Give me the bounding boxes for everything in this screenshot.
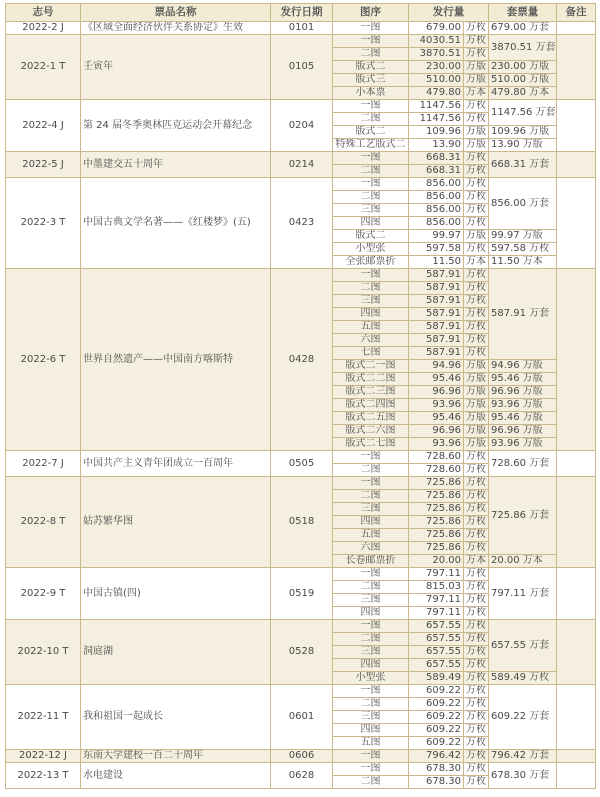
design-label: 六图	[333, 334, 409, 347]
issue-name: 壬寅年	[81, 35, 271, 100]
quantity-unit: 万版	[464, 412, 489, 425]
table-row	[6, 178, 596, 191]
table-row	[6, 685, 596, 698]
set-quantity: 609.22 万套	[489, 685, 557, 750]
set-quantity: 99.97 万版	[489, 230, 557, 243]
issue-code: 2022-10 T	[6, 620, 81, 685]
issue-quantity: 725.86	[409, 490, 464, 503]
table-row	[6, 750, 596, 763]
design-label: 二图	[333, 48, 409, 61]
design-label: 四图	[333, 516, 409, 529]
quantity-unit: 万枚	[464, 672, 489, 685]
issue-date: 0601	[271, 685, 333, 750]
issue-quantity: 587.91	[409, 347, 464, 360]
design-label: 二图	[333, 191, 409, 204]
issue-quantity: 797.11	[409, 594, 464, 607]
quantity-unit: 万版	[464, 230, 489, 243]
issue-date: 0606	[271, 750, 333, 763]
set-quantity: 95.46 万版	[489, 373, 557, 386]
quantity-unit: 万枚	[464, 516, 489, 529]
note-cell	[557, 35, 596, 100]
design-label: 版式三	[333, 74, 409, 87]
issue-name: 中国共产主义青年团成立一百周年	[81, 451, 271, 477]
quantity-unit: 万版	[464, 139, 489, 152]
issue-quantity: 587.91	[409, 295, 464, 308]
quantity-unit: 万枚	[464, 334, 489, 347]
issue-date: 0214	[271, 152, 333, 178]
issue-quantity: 96.96	[409, 386, 464, 399]
issue-quantity: 587.91	[409, 282, 464, 295]
quantity-unit: 万版	[464, 61, 489, 74]
quantity-unit: 万枚	[464, 685, 489, 698]
set-quantity: 510.00 万版	[489, 74, 557, 87]
set-quantity: 796.42 万套	[489, 750, 557, 763]
quantity-unit: 万枚	[464, 464, 489, 477]
quantity-unit: 万枚	[464, 750, 489, 763]
design-label: 一图	[333, 763, 409, 776]
issue-date: 0628	[271, 763, 333, 789]
issue-name: 东南大学建校一百二十周年	[81, 750, 271, 763]
design-label: 全张邮票折	[333, 256, 409, 269]
set-quantity: 93.96 万版	[489, 438, 557, 451]
note-cell	[557, 750, 596, 763]
issue-quantity: 725.86	[409, 529, 464, 542]
set-quantity: 13.90 万版	[489, 139, 557, 152]
issue-quantity: 657.55	[409, 620, 464, 633]
table-row	[6, 35, 596, 48]
design-label: 版式二四图	[333, 399, 409, 412]
issue-quantity: 856.00	[409, 217, 464, 230]
design-label: 二图	[333, 581, 409, 594]
issue-quantity: 1147.56	[409, 113, 464, 126]
table-row	[6, 22, 596, 35]
design-label: 版式二	[333, 61, 409, 74]
issue-quantity: 728.60	[409, 451, 464, 464]
set-quantity: 657.55 万套	[489, 620, 557, 672]
issue-date: 0519	[271, 568, 333, 620]
design-label: 二图	[333, 113, 409, 126]
set-quantity: 479.80 万本	[489, 87, 557, 100]
header-design: 图序	[333, 4, 409, 22]
issue-quantity: 4030.51	[409, 35, 464, 48]
design-label: 版式二五图	[333, 412, 409, 425]
design-label: 小本票	[333, 87, 409, 100]
quantity-unit: 万枚	[464, 633, 489, 646]
issue-quantity: 856.00	[409, 178, 464, 191]
issue-name: 我和祖国一起成长	[81, 685, 271, 750]
quantity-unit: 万枚	[464, 451, 489, 464]
issue-name: 《区域全面经济伙伴关系协定》生效	[81, 22, 271, 35]
issue-quantity: 657.55	[409, 659, 464, 672]
quantity-unit: 万枚	[464, 282, 489, 295]
table-row	[6, 477, 596, 490]
set-quantity: 94.96 万版	[489, 360, 557, 373]
table-row	[6, 763, 596, 776]
issue-quantity: 725.86	[409, 477, 464, 490]
set-quantity: 668.31 万套	[489, 152, 557, 178]
quantity-unit: 万枚	[464, 217, 489, 230]
design-label: 一图	[333, 22, 409, 35]
quantity-unit: 万本	[464, 87, 489, 100]
issue-code: 2022-12 J	[6, 750, 81, 763]
table-body	[6, 22, 596, 789]
quantity-unit: 万枚	[464, 22, 489, 35]
issue-date: 0101	[271, 22, 333, 35]
design-label: 版式二	[333, 126, 409, 139]
quantity-unit: 万枚	[464, 295, 489, 308]
issue-quantity: 96.96	[409, 425, 464, 438]
issue-quantity: 93.96	[409, 399, 464, 412]
set-quantity: 3870.51 万套	[489, 35, 557, 61]
quantity-unit: 万版	[464, 425, 489, 438]
set-quantity: 11.50 万本	[489, 256, 557, 269]
quantity-unit: 万枚	[464, 100, 489, 113]
issue-date: 0528	[271, 620, 333, 685]
note-cell	[557, 100, 596, 152]
issue-quantity: 796.42	[409, 750, 464, 763]
issue-quantity: 95.46	[409, 373, 464, 386]
note-cell	[557, 620, 596, 685]
issue-quantity: 230.00	[409, 61, 464, 74]
quantity-unit: 万枚	[464, 269, 489, 282]
quantity-unit: 万枚	[464, 542, 489, 555]
design-label: 三图	[333, 503, 409, 516]
header-name: 票品名称	[81, 4, 271, 22]
header-note: 备注	[557, 4, 596, 22]
issue-quantity: 587.91	[409, 269, 464, 282]
issue-date: 0505	[271, 451, 333, 477]
quantity-unit: 万本	[464, 256, 489, 269]
issue-code: 2022-6 T	[6, 269, 81, 451]
issue-quantity: 725.86	[409, 542, 464, 555]
issue-code: 2022-13 T	[6, 763, 81, 789]
design-label: 版式二三图	[333, 386, 409, 399]
header-set-qty: 套票量	[489, 4, 557, 22]
issue-quantity: 109.96	[409, 126, 464, 139]
design-label: 一图	[333, 451, 409, 464]
design-label: 版式二七图	[333, 438, 409, 451]
issue-quantity: 589.49	[409, 672, 464, 685]
design-label: 四图	[333, 308, 409, 321]
table-row	[6, 100, 596, 113]
quantity-unit: 万枚	[464, 152, 489, 165]
quantity-unit: 万枚	[464, 204, 489, 217]
set-quantity: 797.11 万套	[489, 568, 557, 620]
issue-quantity: 815.03	[409, 581, 464, 594]
note-cell	[557, 152, 596, 178]
quantity-unit: 万枚	[464, 607, 489, 620]
design-label: 一图	[333, 269, 409, 282]
table-row	[6, 451, 596, 464]
design-label: 二图	[333, 698, 409, 711]
design-label: 二图	[333, 165, 409, 178]
quantity-unit: 万版	[464, 373, 489, 386]
quantity-unit: 万枚	[464, 724, 489, 737]
issue-quantity: 725.86	[409, 516, 464, 529]
issue-code: 2022-1 T	[6, 35, 81, 100]
issue-quantity: 797.11	[409, 568, 464, 581]
design-label: 五图	[333, 529, 409, 542]
set-quantity: 678.30 万套	[489, 763, 557, 789]
quantity-unit: 万枚	[464, 490, 489, 503]
set-quantity: 728.60 万套	[489, 451, 557, 477]
issue-name: 中墨建交五十周年	[81, 152, 271, 178]
table-row	[6, 152, 596, 165]
note-cell	[557, 685, 596, 750]
quantity-unit: 万枚	[464, 594, 489, 607]
quantity-unit: 万枚	[464, 568, 489, 581]
issue-quantity: 609.22	[409, 711, 464, 724]
quantity-unit: 万枚	[464, 581, 489, 594]
design-label: 三图	[333, 646, 409, 659]
note-cell	[557, 568, 596, 620]
set-quantity: 589.49 万枚	[489, 672, 557, 685]
issue-quantity: 11.50	[409, 256, 464, 269]
set-quantity: 587.91 万套	[489, 269, 557, 360]
note-cell	[557, 451, 596, 477]
design-label: 二图	[333, 464, 409, 477]
quantity-unit: 万枚	[464, 776, 489, 789]
issue-code: 2022-8 T	[6, 477, 81, 568]
issue-date: 0204	[271, 100, 333, 152]
design-label: 三图	[333, 204, 409, 217]
set-quantity: 725.86 万套	[489, 477, 557, 555]
issue-quantity: 609.22	[409, 724, 464, 737]
quantity-unit: 万枚	[464, 48, 489, 61]
issue-quantity: 668.31	[409, 165, 464, 178]
set-quantity: 96.96 万版	[489, 425, 557, 438]
issue-quantity: 679.00	[409, 22, 464, 35]
issue-quantity: 728.60	[409, 464, 464, 477]
note-cell	[557, 269, 596, 451]
issue-quantity: 1147.56	[409, 100, 464, 113]
set-quantity: 93.96 万版	[489, 399, 557, 412]
design-label: 三图	[333, 711, 409, 724]
quantity-unit: 万枚	[464, 646, 489, 659]
note-cell	[557, 178, 596, 269]
issue-quantity: 657.55	[409, 633, 464, 646]
quantity-unit: 万枚	[464, 321, 489, 334]
design-label: 一图	[333, 568, 409, 581]
issue-quantity: 609.22	[409, 685, 464, 698]
design-label: 小型张	[333, 243, 409, 256]
quantity-unit: 万枚	[464, 347, 489, 360]
set-quantity: 679.00 万套	[489, 22, 557, 35]
quantity-unit: 万枚	[464, 477, 489, 490]
set-quantity: 96.96 万版	[489, 386, 557, 399]
issue-code: 2022-9 T	[6, 568, 81, 620]
quantity-unit: 万枚	[464, 191, 489, 204]
quantity-unit: 万枚	[464, 763, 489, 776]
issue-code: 2022-2 J	[6, 22, 81, 35]
quantity-unit: 万枚	[464, 711, 489, 724]
issue-quantity: 99.97	[409, 230, 464, 243]
quantity-unit: 万枚	[464, 308, 489, 321]
quantity-unit: 万版	[464, 399, 489, 412]
issue-date: 0105	[271, 35, 333, 100]
design-label: 五图	[333, 321, 409, 334]
issue-name: 第 24 届冬季奥林匹克运动会开幕纪念	[81, 100, 271, 152]
issue-quantity: 597.58	[409, 243, 464, 256]
issue-code: 2022-11 T	[6, 685, 81, 750]
quantity-unit: 万枚	[464, 243, 489, 256]
design-label: 一图	[333, 620, 409, 633]
design-label: 二图	[333, 776, 409, 789]
set-quantity: 109.96 万版	[489, 126, 557, 139]
issue-quantity: 20.00	[409, 555, 464, 568]
design-label: 一图	[333, 477, 409, 490]
issue-quantity: 657.55	[409, 646, 464, 659]
issue-quantity: 94.96	[409, 360, 464, 373]
design-label: 四图	[333, 607, 409, 620]
issue-name: 世界自然遗产——中国南方喀斯特	[81, 269, 271, 451]
set-quantity: 597.58 万枚	[489, 243, 557, 256]
quantity-unit: 万本	[464, 555, 489, 568]
note-cell	[557, 477, 596, 568]
design-label: 版式二一图	[333, 360, 409, 373]
issue-date: 0423	[271, 178, 333, 269]
table-row	[6, 269, 596, 282]
header-row	[6, 4, 596, 22]
issue-code: 2022-7 J	[6, 451, 81, 477]
issue-code: 2022-4 J	[6, 100, 81, 152]
issue-name: 中国古镇(四)	[81, 568, 271, 620]
issue-name: 中国古典文学名著——《红楼梦》(五)	[81, 178, 271, 269]
quantity-unit: 万枚	[464, 35, 489, 48]
issue-quantity: 95.46	[409, 412, 464, 425]
issue-quantity: 93.96	[409, 438, 464, 451]
issue-date: 0518	[271, 477, 333, 568]
design-label: 一图	[333, 685, 409, 698]
issue-quantity: 678.30	[409, 776, 464, 789]
quantity-unit: 万枚	[464, 178, 489, 191]
issue-name: 姑苏繁华图	[81, 477, 271, 568]
design-label: 七图	[333, 347, 409, 360]
quantity-unit: 万枚	[464, 529, 489, 542]
design-label: 长卷邮票折	[333, 555, 409, 568]
quantity-unit: 万枚	[464, 698, 489, 711]
issue-quantity: 587.91	[409, 334, 464, 347]
issue-quantity: 587.91	[409, 308, 464, 321]
design-label: 二图	[333, 490, 409, 503]
issue-quantity: 856.00	[409, 204, 464, 217]
issue-name: 洞庭湖	[81, 620, 271, 685]
design-label: 一图	[333, 750, 409, 763]
design-label: 一图	[333, 178, 409, 191]
issue-quantity: 3870.51	[409, 48, 464, 61]
issue-quantity: 479.80	[409, 87, 464, 100]
quantity-unit: 万枚	[464, 165, 489, 178]
note-cell	[557, 763, 596, 789]
issue-quantity: 587.91	[409, 321, 464, 334]
design-label: 五图	[333, 737, 409, 750]
issue-quantity: 609.22	[409, 737, 464, 750]
quantity-unit: 万版	[464, 386, 489, 399]
set-quantity: 95.46 万版	[489, 412, 557, 425]
design-label: 二图	[333, 633, 409, 646]
issue-quantity: 725.86	[409, 503, 464, 516]
design-label: 四图	[333, 217, 409, 230]
issue-quantity: 13.90	[409, 139, 464, 152]
table-row	[6, 568, 596, 581]
issue-code: 2022-3 T	[6, 178, 81, 269]
design-label: 一图	[333, 35, 409, 48]
design-label: 四图	[333, 724, 409, 737]
note-cell	[557, 22, 596, 35]
table-row	[6, 620, 596, 633]
design-label: 一图	[333, 152, 409, 165]
set-quantity: 1147.56 万套	[489, 100, 557, 126]
quantity-unit: 万枚	[464, 659, 489, 672]
issue-quantity: 668.31	[409, 152, 464, 165]
quantity-unit: 万版	[464, 360, 489, 373]
header-code: 志号	[6, 4, 81, 22]
issue-quantity: 678.30	[409, 763, 464, 776]
issue-quantity: 510.00	[409, 74, 464, 87]
set-quantity: 230.00 万版	[489, 61, 557, 74]
stamp-issue-table	[5, 3, 596, 789]
set-quantity: 856.00 万套	[489, 178, 557, 230]
issue-code: 2022-5 J	[6, 152, 81, 178]
quantity-unit: 万版	[464, 126, 489, 139]
quantity-unit: 万枚	[464, 113, 489, 126]
quantity-unit: 万枚	[464, 737, 489, 750]
design-label: 一图	[333, 100, 409, 113]
design-label: 特殊工艺版式二	[333, 139, 409, 152]
issue-quantity: 856.00	[409, 191, 464, 204]
quantity-unit: 万枚	[464, 503, 489, 516]
design-label: 版式二二图	[333, 373, 409, 386]
design-label: 小型张	[333, 672, 409, 685]
issue-quantity: 797.11	[409, 607, 464, 620]
set-quantity: 20.00 万本	[489, 555, 557, 568]
issue-quantity: 609.22	[409, 698, 464, 711]
quantity-unit: 万版	[464, 438, 489, 451]
design-label: 四图	[333, 659, 409, 672]
quantity-unit: 万版	[464, 74, 489, 87]
design-label: 三图	[333, 295, 409, 308]
header-date: 发行日期	[271, 4, 333, 22]
issue-name: 水电建设	[81, 763, 271, 789]
design-label: 二图	[333, 282, 409, 295]
design-label: 三图	[333, 594, 409, 607]
quantity-unit: 万枚	[464, 620, 489, 633]
issue-date: 0428	[271, 269, 333, 451]
header-qty: 发行量	[409, 4, 489, 22]
design-label: 版式二六图	[333, 425, 409, 438]
design-label: 版式二	[333, 230, 409, 243]
design-label: 六图	[333, 542, 409, 555]
